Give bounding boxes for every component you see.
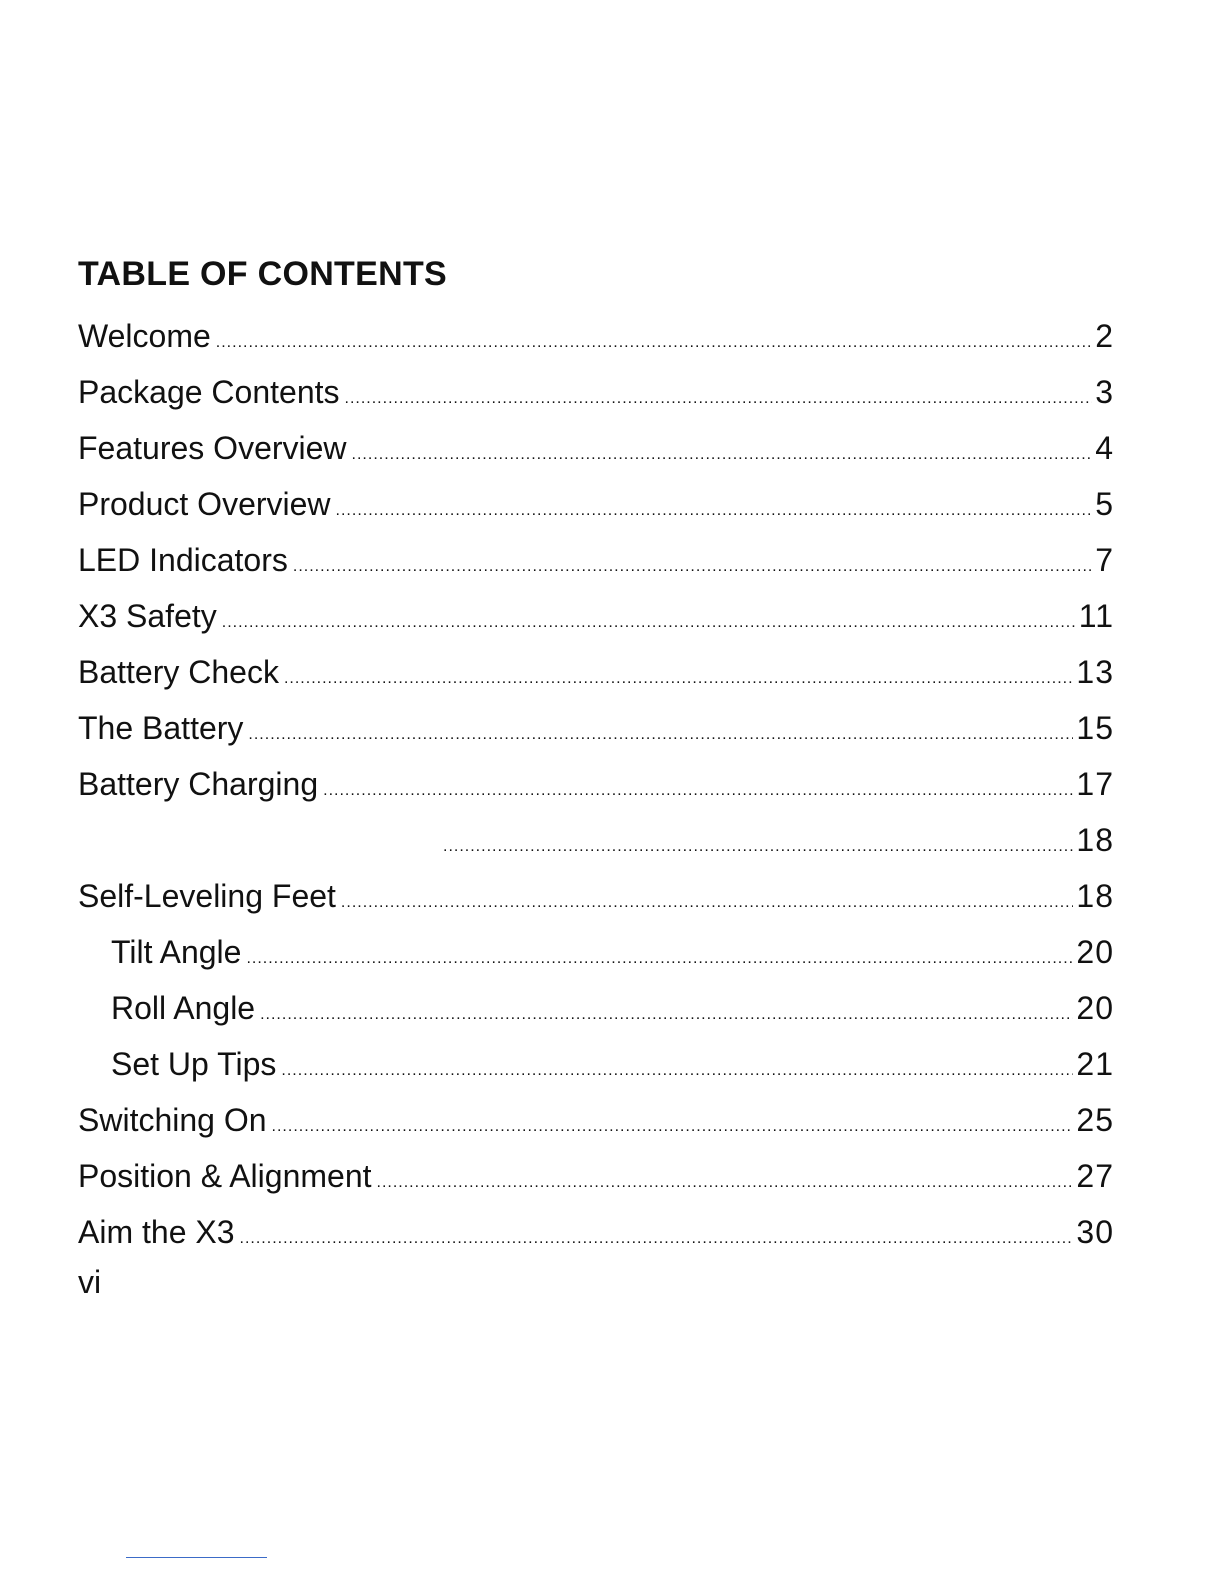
toc-entry-page-number: 17 [1076, 766, 1114, 802]
toc-dot-leader [272, 1107, 1074, 1147]
toc-entry[interactable] [78, 708, 1114, 764]
toc-entry-page-number: 15 [1076, 710, 1114, 746]
toc-entry[interactable] [78, 876, 1114, 932]
toc-entry[interactable] [78, 1212, 1114, 1268]
toc-entry-page-number: 5 [1095, 486, 1114, 522]
toc-dot-leader [222, 603, 1076, 643]
toc-entry-page-number: 21 [1076, 1046, 1114, 1082]
page-number: vi [78, 1264, 102, 1300]
toc-entry-page-number: 13 [1076, 654, 1114, 690]
toc-entry-page-number: 4 [1095, 430, 1114, 466]
toc-entry-label: Welcome [78, 318, 211, 354]
toc-entry-label: Roll Angle [111, 990, 256, 1026]
toc-entry-page-number: 20 [1076, 990, 1114, 1026]
toc-dot-leader [216, 323, 1092, 363]
toc-entry[interactable] [78, 596, 1114, 652]
toc-entry[interactable] [78, 1044, 1114, 1100]
toc-dot-leader [377, 1163, 1074, 1203]
toc-entry-label: Product Overview [78, 486, 331, 522]
toc-dot-leader [284, 659, 1073, 699]
toc-dot-leader [293, 547, 1092, 587]
toc-dot-leader [248, 715, 1073, 755]
toc-entry-page-number: 11 [1078, 598, 1114, 634]
toc-entry[interactable] [78, 820, 1114, 876]
toc-entry-label: Battery Check [78, 654, 279, 690]
toc-list [78, 316, 1114, 1268]
toc-dot-leader [352, 435, 1093, 475]
footnote-rule [126, 1557, 267, 1558]
toc-dot-leader [281, 1051, 1073, 1091]
toc-entry-label: Set Up Tips [111, 1046, 277, 1082]
toc-entry[interactable] [78, 988, 1114, 1044]
toc-entry-label: The Battery [78, 710, 244, 746]
toc-entry[interactable] [78, 1100, 1114, 1156]
toc-entry-label: Battery Charging [78, 766, 319, 802]
toc-dot-leader [246, 939, 1073, 979]
toc-entry[interactable] [78, 428, 1114, 484]
toc-entry-label: X3 Safety [78, 598, 217, 634]
toc-entry[interactable] [78, 372, 1114, 428]
toc-entry-page-number: 7 [1095, 542, 1114, 578]
toc-dot-leader [345, 379, 1093, 419]
toc-dot-leader [443, 827, 1073, 867]
toc-entry-page-number: 3 [1095, 374, 1114, 410]
toc-entry[interactable] [78, 1156, 1114, 1212]
toc-entry-page-number: 30 [1076, 1214, 1114, 1250]
toc-entry-page-number: 2 [1095, 318, 1114, 354]
toc-entry-label: Aim the X3 [78, 1214, 235, 1250]
toc-entry-page-number: 27 [1076, 1158, 1114, 1194]
toc-dot-leader [336, 491, 1093, 531]
toc-dot-leader [323, 771, 1073, 811]
toc-entry-label: Features Overview [78, 430, 347, 466]
toc-dot-leader [240, 1219, 1074, 1259]
toc-entry-label: Switching On [78, 1102, 267, 1138]
toc-entry-page-number: 18 [1076, 822, 1114, 858]
toc-entry[interactable] [78, 316, 1114, 372]
toc-entry-label: Package Contents [78, 374, 340, 410]
toc-entry-page-number: 20 [1076, 934, 1114, 970]
toc-entry-page-number: 18 [1076, 878, 1114, 914]
toc-entry[interactable] [78, 932, 1114, 988]
toc-entry-label: Self-Leveling Feet [78, 878, 336, 914]
toc-entry[interactable] [78, 652, 1114, 708]
toc-entry-label: Position & Alignment [78, 1158, 372, 1194]
toc-entry-label: LED Indicators [78, 542, 288, 578]
toc-entry-page-number: 25 [1076, 1102, 1114, 1138]
toc-dot-leader [260, 995, 1073, 1035]
toc-entry[interactable] [78, 540, 1114, 596]
toc-dot-leader [341, 883, 1073, 923]
toc-entry[interactable] [78, 484, 1114, 540]
toc-title: TABLE OF CONTENTS [78, 255, 448, 293]
toc-entry-label: Tilt Angle [111, 934, 242, 970]
toc-entry[interactable] [78, 764, 1114, 820]
